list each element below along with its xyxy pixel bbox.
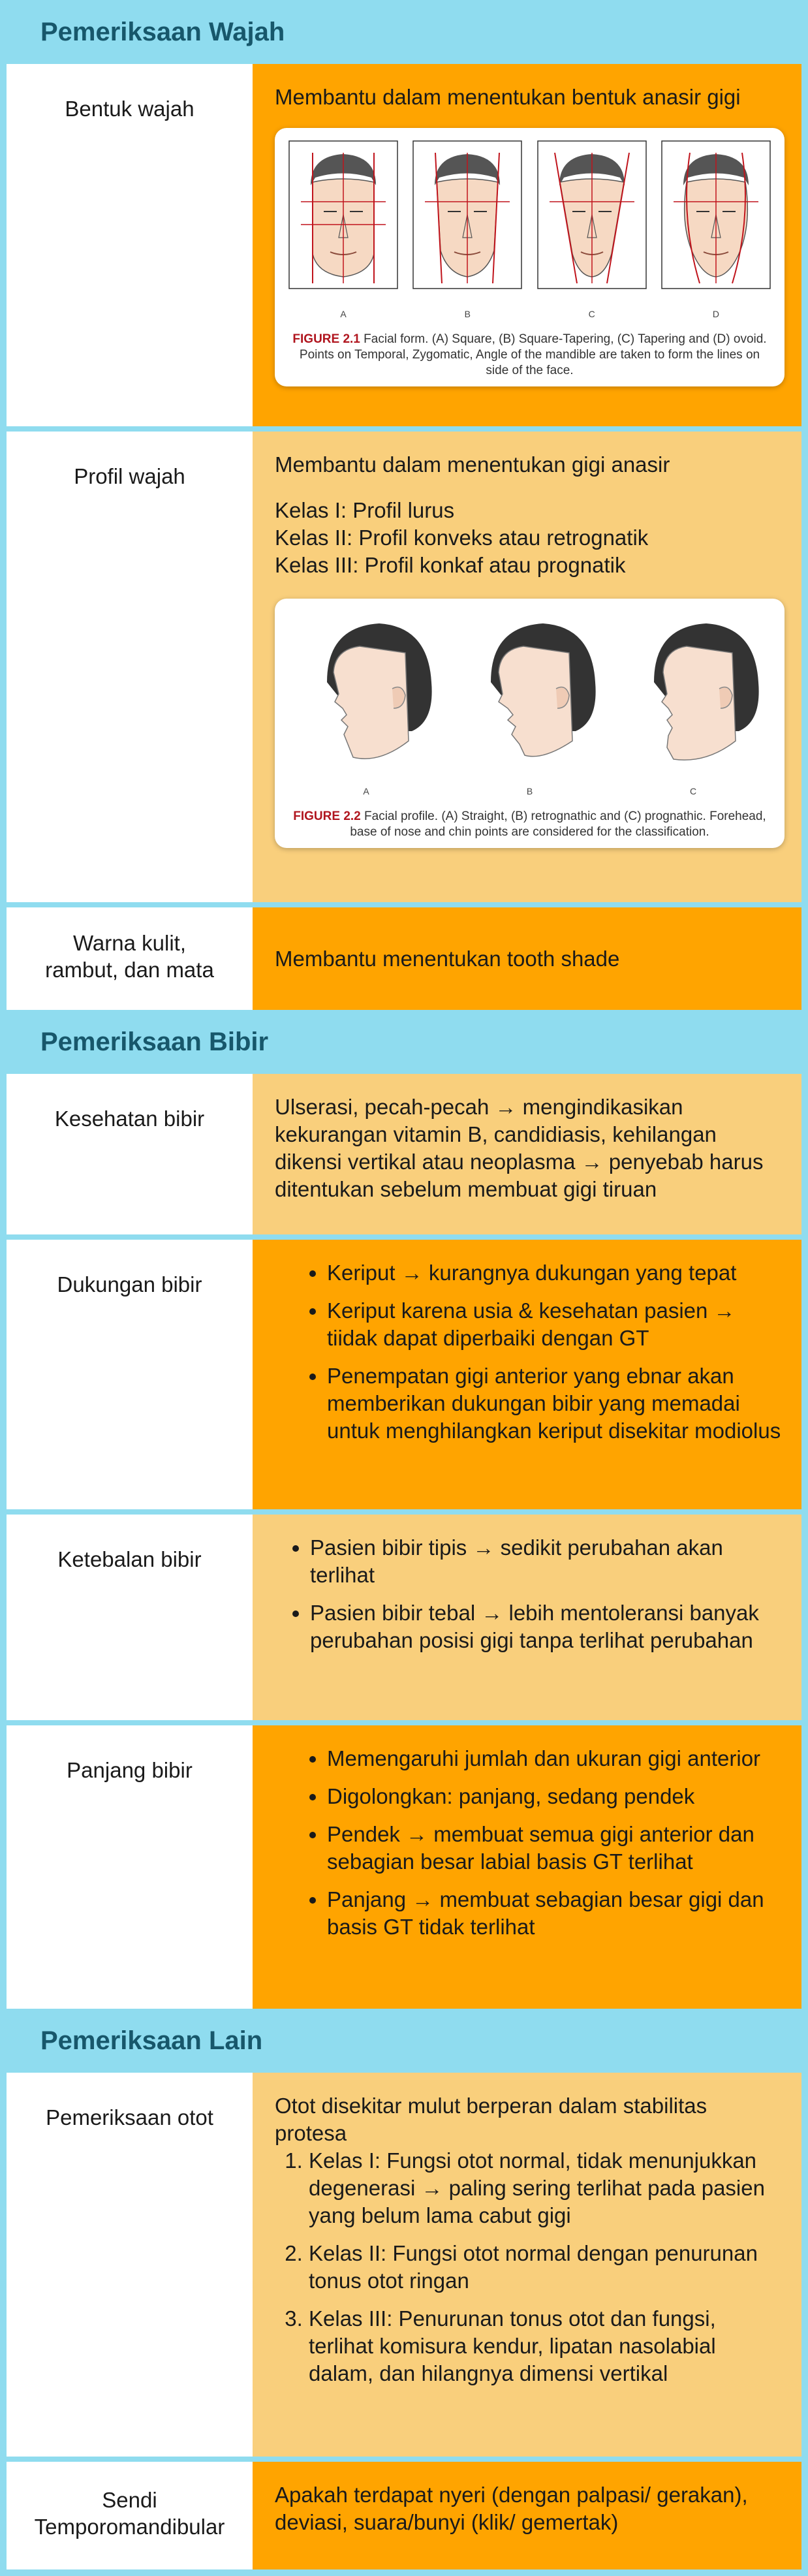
face-square-illustration	[288, 140, 399, 290]
face-letter: D	[712, 309, 720, 319]
row-panjang-bibir	[7, 1725, 801, 2009]
figure-facial-form	[275, 128, 785, 386]
face-illustration	[288, 140, 399, 328]
section-header-wajah	[7, 0, 801, 64]
figure-number: FIGURE 2.2	[293, 809, 361, 823]
row-label: Bentuk wajah	[7, 64, 253, 426]
figure-caption-text: (A) Straight, (B) retrognathic and (C) prognathic. Forehead, base of nose and chin points are considered for the classification.	[350, 809, 766, 839]
profile-prognathic-illustration	[615, 610, 771, 767]
row-label: Sendi Temporomandibular	[7, 2462, 253, 2569]
face-ovoid-illustration	[660, 140, 771, 290]
row-content	[253, 64, 801, 426]
profile-retrognathic-illustration	[452, 610, 608, 767]
section-header-lain	[7, 2009, 801, 2073]
row-text: Apakah terdapat nyeri (dengan palpasi/ gerakan), deviasi, suara/bunyi (klik/ gemertak)	[275, 2483, 748, 2534]
list-item: 3. Kelas III: Penurunan tonus otot dan fungsi, terlihat komisura kendur, lipatan nasolabial dalam, dan hilangnya dimensi vertikal	[309, 2305, 785, 2387]
row-content	[253, 907, 801, 1010]
list-item: • Penempatan gigi anterior yang ebnar akan memberikan dukungan bibir yang memadai untuk menghilangkan keriput disekitar modiolus	[327, 1362, 785, 1445]
profile-letter: A	[363, 786, 369, 796]
row-separator	[7, 1509, 801, 1515]
row-content	[253, 1074, 801, 1234]
row-text: Ulserasi, pecah-pecah → mengindikasikan kekurangan vitamin B, candidiasis, kehilangan dikensi vertikal atau neoplasma → penyebab harus ditentukan sebelum membuat gigi tiruan	[275, 1095, 764, 1201]
section-title: Pemeriksaan Bibir	[40, 1027, 269, 1056]
kelas-line: Kelas II: Profil konveks atau retrognatik	[275, 526, 649, 550]
row-label: Ketebalan bibir	[7, 1515, 253, 1720]
list-item: • Pasien bibir tebal → lebih mentoleransi banyak perubahan posisi gigi tanpa terlihat perubahan	[310, 1599, 785, 1654]
profile-illustration	[288, 610, 444, 805]
kelas-line: Kelas III: Profil konkaf atau prognatik	[275, 553, 626, 577]
bullet-list	[275, 1745, 785, 1941]
face-letter: B	[464, 309, 471, 319]
section-header-bibir	[7, 1010, 801, 1074]
face-letter: A	[340, 309, 347, 319]
profile-letter: B	[526, 786, 533, 796]
row-separator	[7, 1720, 801, 1725]
kelas-line: Kelas I: Profil lurus	[275, 498, 455, 522]
row-text: Otot disekitar mulut berperan dalam stabilitas protesa	[275, 2094, 707, 2145]
bullet-list	[275, 1534, 785, 1654]
row-separator	[7, 1234, 801, 1240]
figure-caption	[288, 809, 771, 840]
row-text: Membantu dalam menentukan bentuk anasir gigi	[275, 85, 741, 109]
row-pemeriksaan-otot	[7, 2073, 801, 2457]
list-item: • Pasien bibir tipis → sedikit perubahan akan terlihat	[310, 1534, 785, 1589]
row-label: Kesehatan bibir	[7, 1074, 253, 1234]
facial-form-illustrations	[288, 140, 771, 328]
row-sendi-temporomandibular	[7, 2462, 801, 2569]
row-label: Dukungan bibir	[7, 1240, 253, 1509]
figure-facial-profile	[275, 599, 785, 848]
profile-letter: C	[689, 786, 697, 796]
row-separator	[7, 2457, 801, 2462]
list-item: • Keriput karena usia & kesehatan pasien → tiidak dapat diperbaiki dengan GT	[327, 1297, 785, 1352]
face-square-tapering-illustration	[412, 140, 523, 290]
bullet-list	[275, 1259, 785, 1445]
list-item: 1. Kelas I: Fungsi otot normal, tidak menunjukkan degenerasi → paling sering terlihat pada pasien yang belum lama cabut gigi	[309, 2147, 785, 2229]
row-content	[253, 1515, 801, 1720]
list-item: • Memengaruhi jumlah dan ukuran gigi anterior	[327, 1745, 785, 1772]
row-content	[253, 1725, 801, 2009]
row-content	[253, 432, 801, 902]
face-tapering-illustration	[536, 140, 647, 290]
row-label: Pemeriksaan otot	[7, 2073, 253, 2457]
profile-illustration	[452, 610, 608, 805]
row-ketebalan-bibir	[7, 1515, 801, 1720]
profile-illustration	[615, 610, 771, 805]
face-illustration	[536, 140, 647, 328]
row-warna	[7, 907, 801, 1010]
row-profil-wajah	[7, 432, 801, 902]
section-title: Pemeriksaan Wajah	[40, 17, 285, 46]
profile-straight-illustration	[288, 610, 444, 767]
numbered-list	[275, 2147, 785, 2387]
section-title: Pemeriksaan Lain	[40, 2026, 263, 2055]
figure-number: FIGURE 2.1	[292, 332, 360, 346]
row-text: Membantu dalam menentukan gigi anasir	[275, 452, 670, 477]
facial-profile-illustrations	[288, 610, 771, 805]
list-item: • Digolongkan: panjang, sedang pendek	[327, 1783, 785, 1810]
row-content	[253, 2073, 801, 2457]
figure-caption-title: Facial form.	[364, 332, 429, 346]
row-content	[253, 1240, 801, 1509]
face-illustration	[660, 140, 771, 328]
list-item: • Keriput → kurangnya dukungan yang tepat	[327, 1259, 785, 1287]
list-item: 2. Kelas II: Fungsi otot normal dengan penurunan tonus otot ringan	[309, 2240, 785, 2295]
row-label: Panjang bibir	[7, 1725, 253, 2009]
row-separator	[7, 426, 801, 432]
figure-caption	[288, 332, 771, 379]
row-label: Warna kulit, rambut, dan mata	[7, 907, 253, 1010]
face-illustration	[412, 140, 523, 328]
figure-caption-title: Facial profile.	[364, 809, 439, 823]
row-content	[253, 2462, 801, 2569]
row-label: Profil wajah	[7, 432, 253, 902]
list-item: • Pendek → membuat semua gigi anterior dan sebagian besar labial basis GT terlihat	[327, 1821, 785, 1876]
row-kesehatan-bibir	[7, 1074, 801, 1234]
row-bentuk-wajah	[7, 64, 801, 426]
figure-caption-text: (A) Square, (B) Square-Tapering, (C) Tapering and (D) ovoid. Points on Temporal, Zygomatic, Angle of the mandible are taken to form the lines on side of the face.	[299, 332, 767, 377]
row-text: Membantu menentukan tooth shade	[275, 946, 620, 971]
row-separator	[7, 902, 801, 907]
row-dukungan-bibir	[7, 1240, 801, 1509]
list-item: • Panjang → membuat sebagian besar gigi dan basis GT tidak terlihat	[327, 1886, 785, 1941]
face-letter: C	[588, 309, 595, 319]
